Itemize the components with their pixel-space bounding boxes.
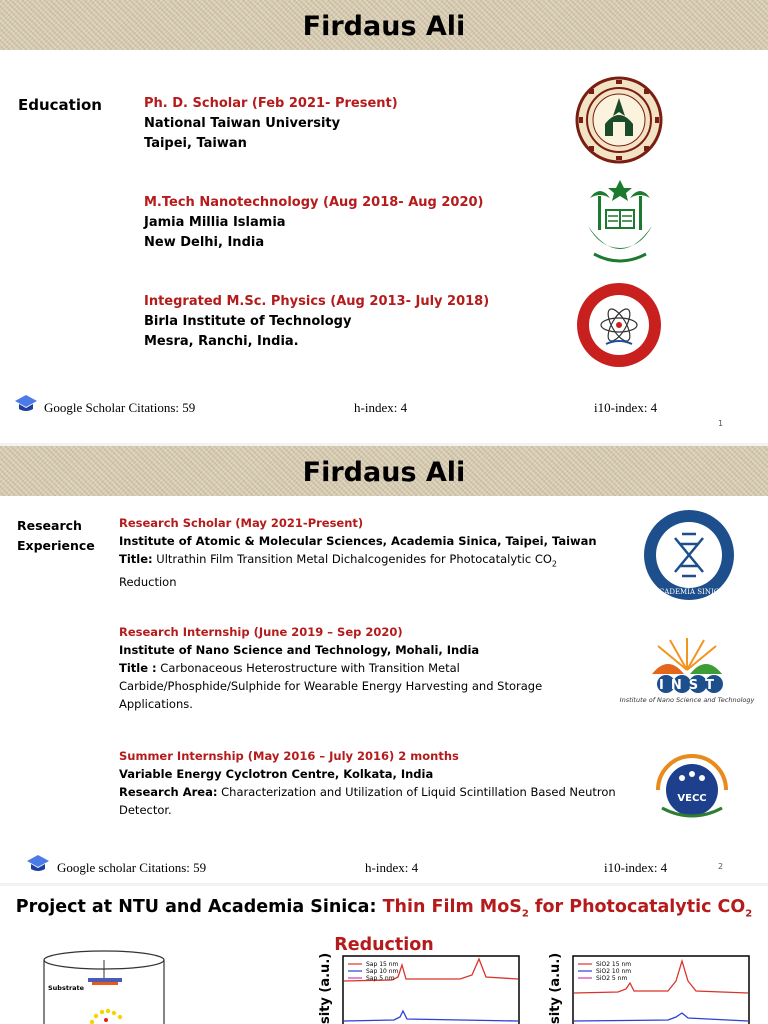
title-red	[382, 897, 753, 920]
entry-desc: Ultrathin Film Transition Metal Dichalcogenides for Photocatalytic CO	[152, 552, 552, 566]
i10-index: i10-index: 4	[604, 860, 668, 875]
entry-heading: Integrated M.Sc. Physics (Aug 2013- July 2018)	[144, 294, 490, 309]
title-red-b: for Photocatalytic CO	[528, 897, 746, 917]
slide-research-experience	[0, 446, 768, 883]
entry-title	[119, 550, 597, 573]
label-line: Experience	[17, 538, 95, 553]
section-label-research	[17, 516, 95, 556]
title-banner	[0, 0, 768, 50]
legend-item: SiO2 10 nm	[596, 968, 632, 975]
entry-institution: National Taiwan University	[144, 116, 341, 131]
page-number: 2	[718, 862, 724, 871]
ntu-seal-logo	[575, 76, 663, 164]
title-black: Project at NTU and Academia Sinica:	[15, 897, 383, 917]
entry-title	[119, 783, 616, 801]
vecc-text: VECC	[677, 793, 707, 804]
education-entry-phd	[144, 94, 398, 154]
entry-key: Title :	[119, 661, 157, 675]
entry-desc-cont: Detector.	[119, 803, 172, 817]
inst-text: INST	[659, 678, 721, 693]
page-number: 1	[718, 419, 724, 428]
plot1-ylabel: sity (a.u.)	[318, 952, 333, 1024]
entry-location: Taipei, Taiwan	[144, 136, 247, 151]
inst-logo	[618, 634, 756, 704]
entry-location: Mesra, Ranchi, India.	[144, 334, 299, 349]
academia-sinica-logo	[642, 508, 736, 602]
education-entry-mtech	[144, 193, 484, 253]
jmi-logo	[580, 176, 660, 268]
entry-institution: Jamia Millia Islamia	[144, 215, 286, 230]
legend-item: SiO2 5 nm	[596, 975, 628, 982]
legend-item: Sap 10 nm	[366, 968, 399, 975]
entry-institute: Institute of Atomic & Molecular Sciences, Academia Sinica, Taipei, Taiwan	[119, 534, 597, 548]
entry-desc: Characterization and Utilization of Liquid Scintillation Based Neutron	[217, 785, 616, 799]
scholar-citations: Google scholar Citations: 59	[57, 860, 207, 875]
plot-sapphire	[342, 955, 520, 1024]
research-entry-inst	[119, 623, 542, 713]
education-entry-msc	[144, 292, 489, 352]
h-index: h-index: 4	[365, 860, 419, 875]
inst-caption: Institute of Nano Science and Technology	[619, 696, 755, 704]
subscript: 2	[745, 908, 753, 920]
title-red-a: Thin Film MoS	[382, 897, 522, 917]
title-banner	[0, 446, 768, 496]
label-line: Research	[17, 518, 82, 533]
title-line-2: Reduction	[334, 934, 434, 955]
slide-project	[0, 886, 768, 1024]
sinica-text: ACADEMIA SINICA	[653, 588, 725, 596]
legend-item: SiO2 15 nm	[596, 961, 632, 968]
entry-heading: Research Internship (June 2019 – Sep 2020)	[119, 625, 403, 639]
entry-heading: Summer Internship (May 2016 – July 2016) 2 months	[119, 749, 459, 763]
entry-desc-cont: Applications.	[119, 697, 193, 711]
section-label-education: Education	[18, 96, 102, 114]
legend-item: Sap 5 nm	[366, 975, 395, 982]
entry-desc-cont: Carbide/Phosphide/Sulphide for Wearable Energy Harvesting and Storage	[119, 679, 543, 693]
entry-desc-cont: Reduction	[119, 575, 177, 590]
entry-title	[119, 659, 542, 677]
research-entry-vecc	[119, 747, 616, 819]
slide-education	[0, 0, 768, 443]
subscript: 2	[551, 559, 558, 569]
h-index: h-index: 4	[354, 400, 408, 415]
graduation-cap-icon	[14, 394, 38, 414]
slide-title: Firdaus Ali	[302, 457, 466, 488]
i10-index: i10-index: 4	[594, 400, 658, 415]
plot-sio2	[572, 955, 750, 1024]
entry-heading: M.Tech Nanotechnology (Aug 2018- Aug 2020)	[144, 195, 484, 210]
entry-institution: Birla Institute of Technology	[144, 314, 352, 329]
legend-item: Sap 15 nm	[366, 961, 399, 968]
vecc-logo	[646, 738, 738, 822]
entry-key: Title:	[119, 552, 153, 566]
research-entry-sinica	[119, 514, 597, 591]
entry-heading: Research Scholar (May 2021-Present)	[119, 516, 364, 530]
graduation-cap-icon	[26, 854, 50, 874]
plot2-ylabel: sity (a.u.)	[548, 952, 563, 1024]
entry-desc: Carbonaceous Heterostructure with Transition Metal	[156, 661, 460, 675]
entry-key: Research Area:	[119, 785, 218, 799]
subscript: 2	[521, 908, 529, 920]
entry-location: New Delhi, India	[144, 235, 265, 250]
bit-mesra-logo	[576, 282, 662, 368]
title-line-1	[0, 892, 768, 930]
entry-institute: Variable Energy Cyclotron Centre, Kolkata, India	[119, 767, 434, 781]
substrate-label: Substrate	[48, 984, 85, 992]
entry-institute: Institute of Nano Science and Technology, Mohali, India	[119, 643, 480, 657]
entry-heading: Ph. D. Scholar (Feb 2021- Present)	[144, 96, 398, 111]
scholar-citations: Google Scholar Citations: 59	[44, 400, 196, 415]
slide-title: Firdaus Ali	[302, 11, 466, 42]
reactor-schematic	[40, 948, 170, 1024]
